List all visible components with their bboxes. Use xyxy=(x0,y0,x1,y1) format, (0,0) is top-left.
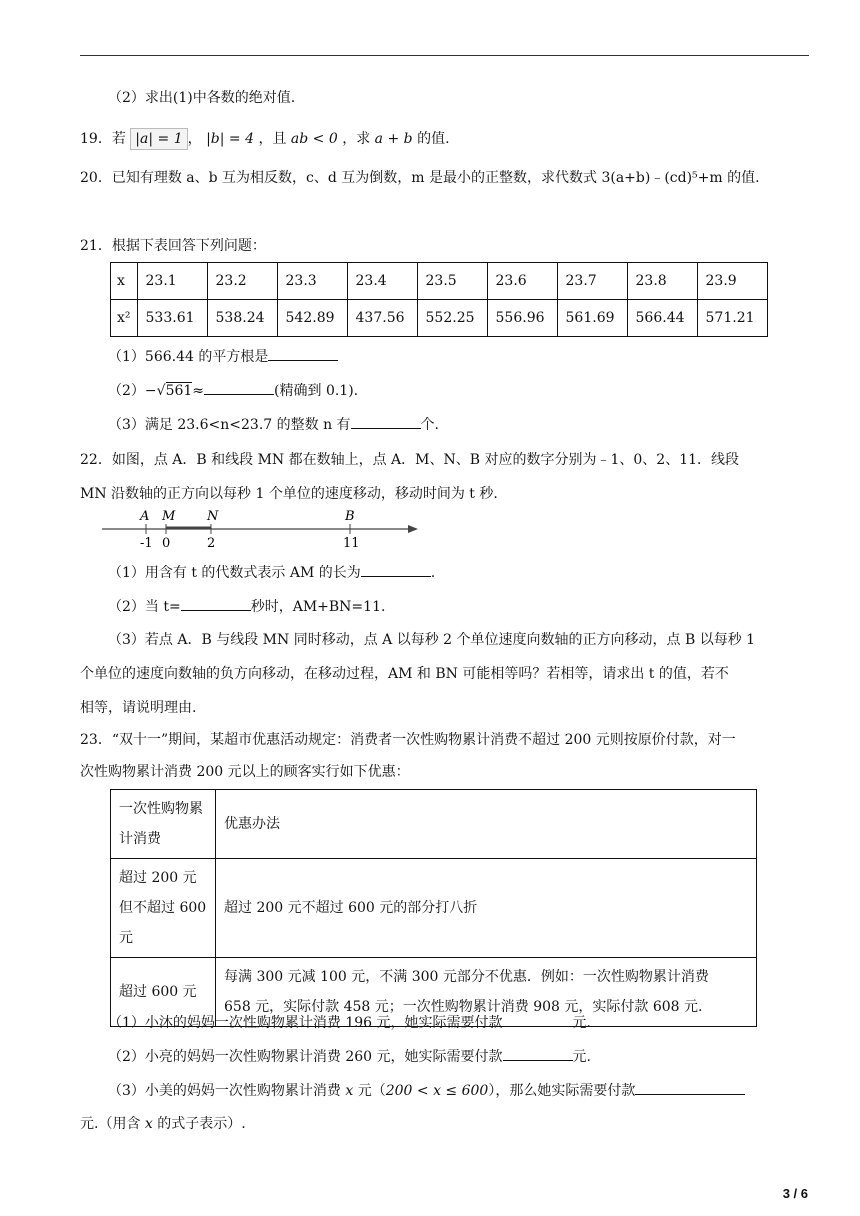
rule-cell: 超过 200 元不超过 600 元的部分打八折 xyxy=(216,859,757,958)
x-label-cell: x xyxy=(111,263,138,300)
q23-p2-text: （2）小亮的妈妈一次性购物累计消费 260 元，她实际需要付款 xyxy=(108,1049,503,1065)
q22-part3-line2: 个单位的速度向数轴的负方向移动，在移动过程，AM 和 BN 可能相等吗？若相等，请求出 t 的值，若不 xyxy=(80,666,729,682)
q21-p3-suffix: 个. xyxy=(420,417,439,433)
tier-cell: 超过 600 元 xyxy=(111,958,216,1027)
tick-label-n: 2 xyxy=(207,536,216,550)
q23-p3-var: x xyxy=(345,1083,354,1099)
q23-part3-cont xyxy=(80,1114,246,1134)
q21-p3-text: （3）满足 23.6<n<23.7 的整数 n 有 xyxy=(108,417,351,433)
sqrt-sign: √ xyxy=(156,383,166,399)
q23-line2: 次性购物累计消费 200 元以上的顾客实行如下优惠： xyxy=(80,764,410,780)
x-cell: 23.3 xyxy=(277,263,347,300)
q22-p2-prefix: （2）当 t= xyxy=(108,599,181,615)
table-row xyxy=(111,263,768,300)
rule-line: 658 元，实际付款 458 元；一次性购物累计消费 908 元，实际付款 608 元. xyxy=(224,999,703,1015)
q21-p1-text: （1）566.44 的平方根是 xyxy=(108,349,269,365)
tick-label-m: 0 xyxy=(162,536,171,550)
answer-blank[interactable] xyxy=(503,1012,573,1027)
q22-line1: 22．如图，点 A．B 和线段 MN 都在数轴上，点 A．M、N、B 对应的数字分别为﹣1、0、2、11．线段 xyxy=(80,452,740,468)
q19-condition: ab < 0 xyxy=(290,131,338,147)
question-20: 20．已知有理数 a、b 互为相反数，c、d 互为倒数，m 是最小的正整数，求代数式 3(a+b)﹣(cd)⁵+m 的值. xyxy=(80,170,760,186)
q22-part3-line3: 相等，请说明理由. xyxy=(80,700,197,716)
x-cell: 23.7 xyxy=(557,263,627,300)
q21-p2-suffix: (精确到 0.1). xyxy=(274,383,359,399)
x-cell: 23.8 xyxy=(627,263,697,300)
q19-expression: a + b xyxy=(374,131,413,147)
answer-blank[interactable] xyxy=(181,596,251,611)
sqrt-radicand: 561 xyxy=(165,383,193,399)
label-a: A xyxy=(140,509,150,524)
number-line-figure xyxy=(100,506,430,550)
x2-cell: 571.21 xyxy=(697,300,767,337)
q22-p1-text: （1）用含有 t 的代数式表示 AM 的长为 xyxy=(108,565,361,581)
answer-blank[interactable] xyxy=(635,1080,745,1095)
q22-part1 xyxy=(108,562,435,583)
label-m: M xyxy=(162,509,176,524)
x-cell: 23.6 xyxy=(487,263,557,300)
page-number: 3 / 6 xyxy=(782,1186,808,1201)
x2-cell: 556.96 xyxy=(487,300,557,337)
table-row xyxy=(111,790,757,859)
q19-text2: ，且 xyxy=(258,131,287,147)
x-cell: 23.4 xyxy=(347,263,417,300)
q21-part3 xyxy=(108,414,439,435)
header-cell: 一次性购物累计消费 xyxy=(111,790,216,859)
label-n: N xyxy=(207,509,219,524)
q23-p1-text: （1）小沐的妈妈一次性购物累计消费 196 元，她实际需要付款 xyxy=(108,1015,503,1031)
q23-part1 xyxy=(108,1012,591,1033)
answer-blank[interactable] xyxy=(503,1046,573,1061)
q21-part2 xyxy=(108,380,358,401)
label-b: B xyxy=(345,509,355,524)
q21-part1 xyxy=(108,346,338,367)
answer-blank[interactable] xyxy=(204,380,274,395)
q19-abs-b: |b| = 4 xyxy=(206,131,254,147)
q19-text3: ，求 xyxy=(342,131,371,147)
table-row xyxy=(111,300,768,337)
tick-label-b: 11 xyxy=(343,536,360,550)
q19-sep: ， xyxy=(187,131,202,147)
q21-intro: 21．根据下表回答下列问题： xyxy=(80,238,266,254)
header-cell: 优惠办法 xyxy=(216,790,757,859)
header-rule xyxy=(80,55,809,56)
q19-text4: 的值. xyxy=(417,131,450,147)
q23-p2-suffix: 元. xyxy=(572,1049,591,1065)
tier-cell: 超过 200 元但不超过 600 元 xyxy=(111,859,216,958)
q23-p3-text3: ），那么她实际需要付款 xyxy=(488,1083,636,1099)
number-line-arrow-icon xyxy=(408,525,418,533)
q19-prefix: 19．若 xyxy=(80,131,126,147)
x2-cell: 538.24 xyxy=(207,300,277,337)
q23-p3-text2: 元（ xyxy=(357,1083,386,1099)
q22-part2 xyxy=(108,596,385,617)
q23-p1-suffix: 元. xyxy=(572,1015,591,1031)
q23-p3-text5: 的式子表示）. xyxy=(157,1116,246,1132)
x2-cell: 566.44 xyxy=(627,300,697,337)
q23-line1: 23．“双十一”期间，某超市优惠活动规定：消费者一次性购物累计消费不超过 200 元则按原价付款，对一 xyxy=(80,732,736,748)
answer-blank[interactable] xyxy=(351,414,421,429)
answer-blank[interactable] xyxy=(361,562,431,577)
q23-part2 xyxy=(108,1046,591,1067)
tick-label-a: -1 xyxy=(140,536,153,550)
q22-part3-line1: （3）若点 A．B 与线段 MN 同时移动，点 A 以每秒 2 个单位速度向数轴的正方向移动，点 B 以每秒 1 xyxy=(108,632,756,648)
approx-sign: ≈ xyxy=(192,383,205,399)
q23-p3-text: （3）小美的妈妈一次性购物累计消费 xyxy=(108,1083,341,1099)
question-19 xyxy=(80,128,450,150)
q23-p3-var2: x xyxy=(144,1116,153,1132)
q22-p1-suffix: . xyxy=(430,565,436,581)
x2-cell: 533.61 xyxy=(137,300,207,337)
x2-cell: 437.56 xyxy=(347,300,417,337)
q21-p2-prefix: （2）− xyxy=(108,383,157,399)
x2-label-cell: x² xyxy=(111,300,138,337)
q23-part3 xyxy=(108,1080,745,1101)
x2-cell: 561.69 xyxy=(557,300,627,337)
q18-part2: （2）求出(1)中各数的绝对值. xyxy=(108,90,296,106)
x2-cell: 552.25 xyxy=(417,300,487,337)
q19-abs-a: |a| = 1 xyxy=(130,128,187,150)
x2-cell: 542.89 xyxy=(277,300,347,337)
discount-table xyxy=(110,789,757,1027)
q22-p2-suffix: 秒时，AM+BN=11. xyxy=(250,599,386,615)
answer-blank[interactable] xyxy=(268,346,338,361)
square-table xyxy=(110,262,768,337)
q23-p3-range: 200 < x ≤ 600 xyxy=(385,1083,489,1099)
table-row xyxy=(111,859,757,958)
x-cell: 23.5 xyxy=(417,263,487,300)
rule-line: 每满 300 元减 100 元，不满 300 元部分不优惠．例如：一次性购物累计消费 xyxy=(224,969,709,985)
q22-line2: MN 沿数轴的正方向以每秒 1 个单位的速度移动，移动时间为 t 秒. xyxy=(80,486,498,502)
x-cell: 23.2 xyxy=(207,263,277,300)
q23-p3-text4: 元.（用含 xyxy=(80,1116,141,1132)
x-cell: 23.9 xyxy=(697,263,767,300)
x-cell: 23.1 xyxy=(137,263,207,300)
